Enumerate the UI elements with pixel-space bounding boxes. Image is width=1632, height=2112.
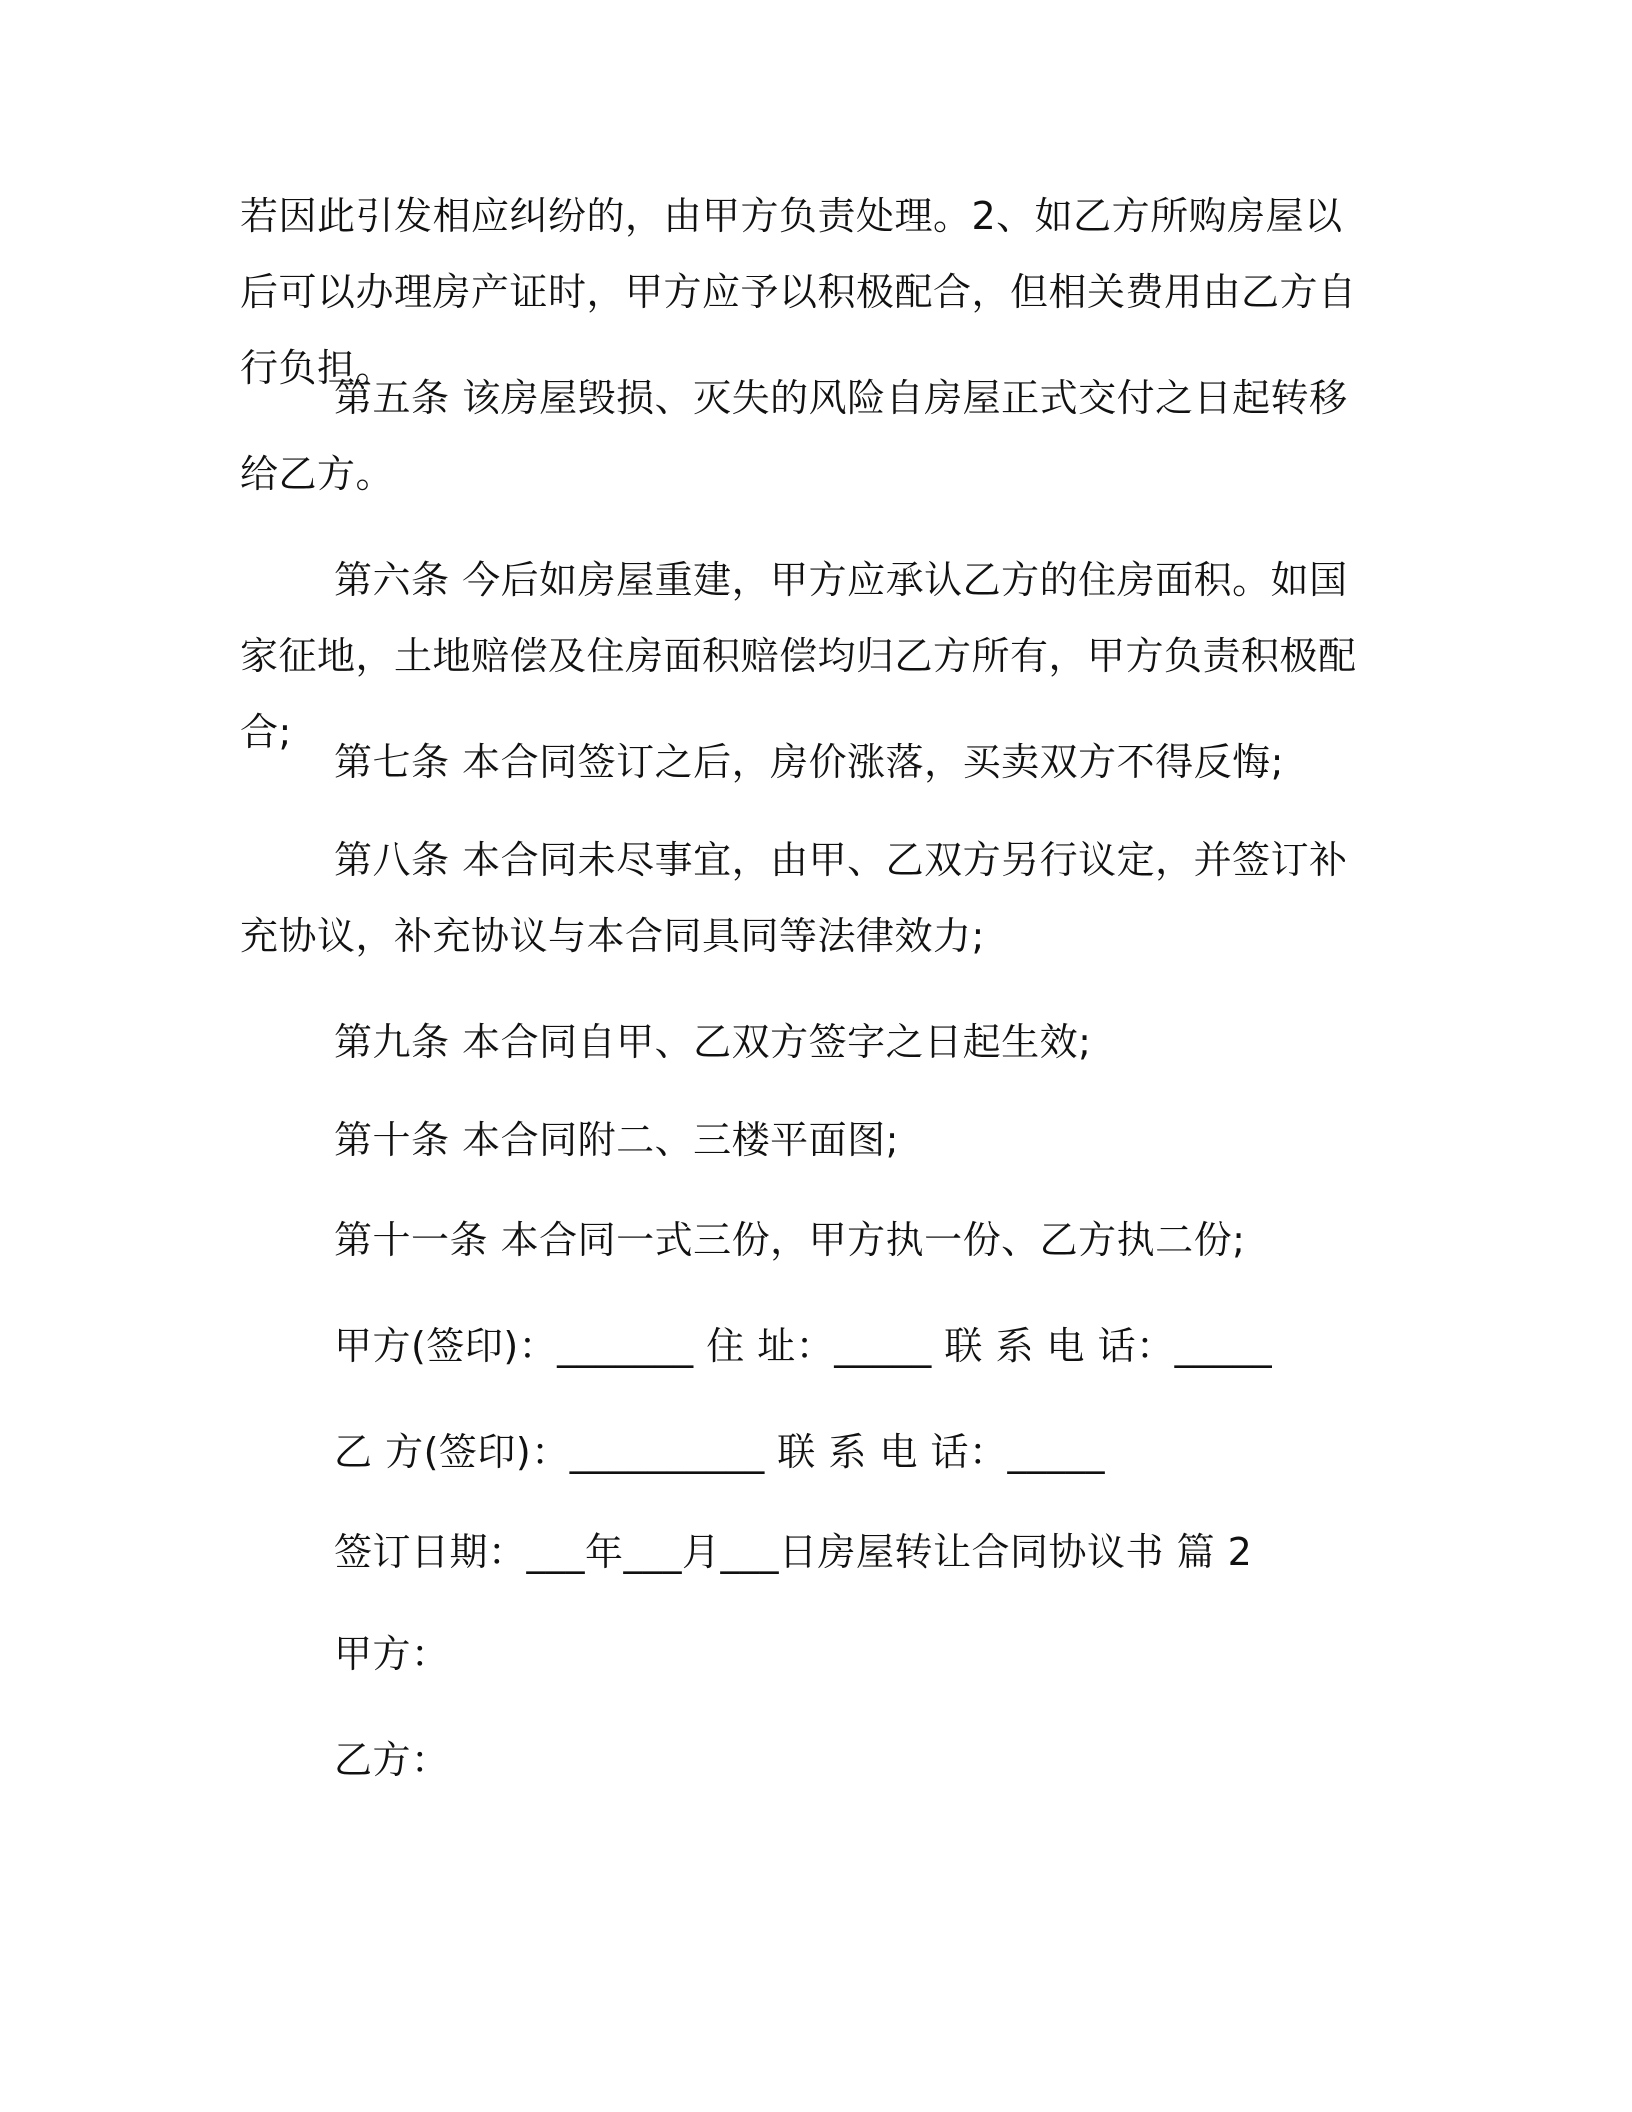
paragraph-clause-9: 第九条 本合同自甲、乙双方签字之日起生效; (334, 1020, 1092, 1064)
party-b-label: 乙方： (334, 1738, 450, 1782)
party-a-signature-line: 甲方(签印)：_______ 住 址：_____ 联 系 电 话：_____ (334, 1324, 1273, 1368)
paragraph-clause-5: 第五条 该房屋毁损、灭失的风险自房屋正式交付之日起转移给乙方。 (240, 376, 1348, 496)
party-b-signature-line: 乙 方(签印)：__________ 联 系 电 话：_____ (334, 1430, 1106, 1474)
sign-date-line: 签订日期：___年___月___日房屋转让合同协议书 篇 2 (334, 1530, 1253, 1574)
paragraph-clause-8: 第八条 本合同未尽事宜，由甲、乙双方另行议定，并签订补充协议，补充协议与本合同具同等法律效力; (240, 838, 1348, 958)
party-a-label: 甲方： (334, 1632, 450, 1676)
paragraph-clause-7: 第七条 本合同签订之后，房价涨落，买卖双方不得反悔; (334, 740, 1284, 784)
paragraph-clause-10: 第十条 本合同附二、三楼平面图; (334, 1118, 899, 1162)
paragraph-clause-11: 第十一条 本合同一式三份，甲方执一份、乙方执二份; (334, 1218, 1246, 1262)
paragraph-clause-4-continued: 若因此引发相应纠纷的，由甲方负责处理。2、如乙方所购房屋以后可以办理房产证时，甲方应予以积极配合，但相关费用由乙方自行负担。 (240, 194, 1357, 390)
paragraph-clause-6: 第六条 今后如房屋重建，甲方应承认乙方的住房面积。如国家征地，土地赔偿及住房面积赔偿均归乙方所有，甲方负责积极配合; (240, 558, 1357, 754)
